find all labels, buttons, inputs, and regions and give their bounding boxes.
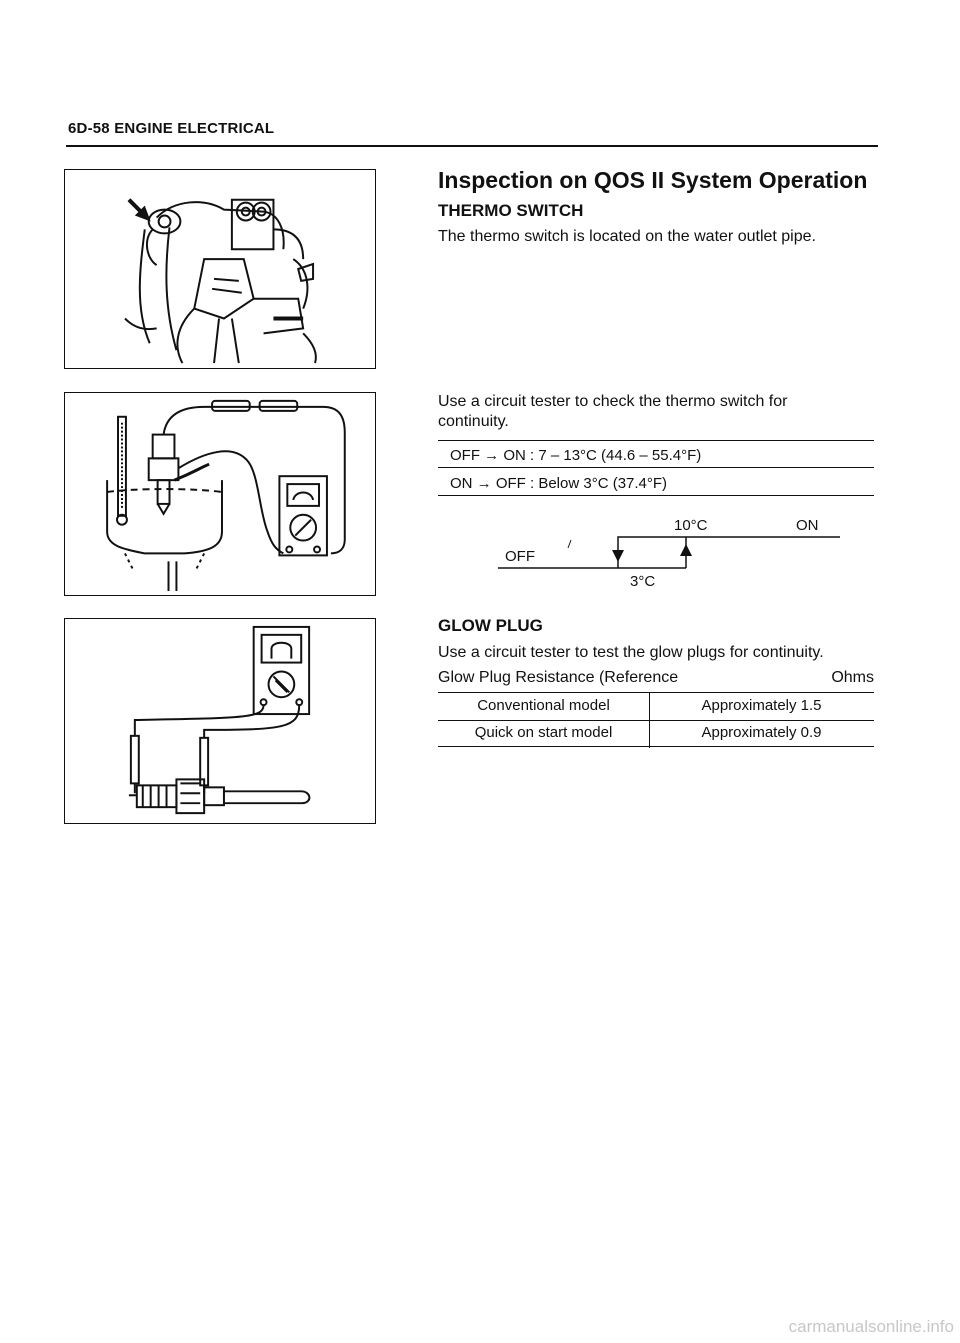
table-rule-mid bbox=[438, 720, 874, 721]
resistance-table-unit: Ohms bbox=[831, 669, 874, 686]
table-row-1-model: Conventional model bbox=[477, 697, 610, 714]
thermo-switch-test-figure bbox=[64, 392, 376, 596]
diagram-off-label: OFF bbox=[505, 548, 535, 565]
thermo-check-text: Use a circuit tester to check the thermo switch for continuity. bbox=[438, 393, 788, 430]
header-rule bbox=[66, 145, 878, 147]
conditions-rule-top bbox=[438, 440, 874, 441]
glow-plug-illustration bbox=[65, 619, 375, 823]
table-rule-bottom bbox=[438, 746, 874, 747]
table-row-2-model: Quick on start model bbox=[474, 724, 613, 741]
engine-illustration bbox=[65, 170, 375, 368]
diagram-lower-temp: 3°C bbox=[630, 573, 656, 590]
resistance-table-label: Glow Plug Resistance (Reference bbox=[438, 669, 679, 686]
section-title: Inspection on QOS II System Operation bbox=[438, 167, 868, 193]
glow-plug-text: Use a circuit tester to test the glow plugs for continuity. bbox=[438, 644, 824, 661]
arrow-up-icon bbox=[680, 544, 692, 556]
page-header: 6D-58 ENGINE ELECTRICAL bbox=[68, 120, 275, 137]
diagram-upper-temp: 10°C bbox=[674, 517, 708, 534]
thermo-location-text: The thermo switch is located on the water outlet pipe. bbox=[438, 228, 816, 245]
glow-plug-heading: GLOW PLUG bbox=[438, 616, 543, 635]
resistance-table-title bbox=[438, 669, 874, 687]
condition-off-on: OFF → ON : 7 – 13°C (44.6 – 55.4°F) bbox=[450, 447, 702, 464]
table-rule-top bbox=[438, 692, 874, 693]
arrow-icon bbox=[129, 200, 151, 222]
thermo-switch-heading: THERMO SWITCH bbox=[438, 201, 584, 220]
resistance-table bbox=[438, 692, 874, 748]
conditions-rule-bottom bbox=[438, 495, 874, 496]
thermo-switch-location-figure bbox=[64, 169, 376, 369]
thermo-test-illustration bbox=[65, 393, 375, 595]
table-row-2-value: Approximately 0.9 bbox=[701, 724, 822, 741]
glow-plug-test-figure bbox=[64, 618, 376, 824]
diagram-on-label: ON bbox=[796, 517, 819, 534]
table-row-1-value: Approximately 1.5 bbox=[701, 697, 822, 714]
condition-on-off: ON → OFF : Below 3°C (37.4°F) bbox=[450, 475, 668, 492]
watermark: carmanualsonline.info bbox=[788, 1317, 954, 1336]
conditions-rule-mid bbox=[438, 467, 874, 468]
arrow-down-icon bbox=[612, 550, 624, 562]
thermo-hysteresis-diagram bbox=[438, 500, 878, 600]
